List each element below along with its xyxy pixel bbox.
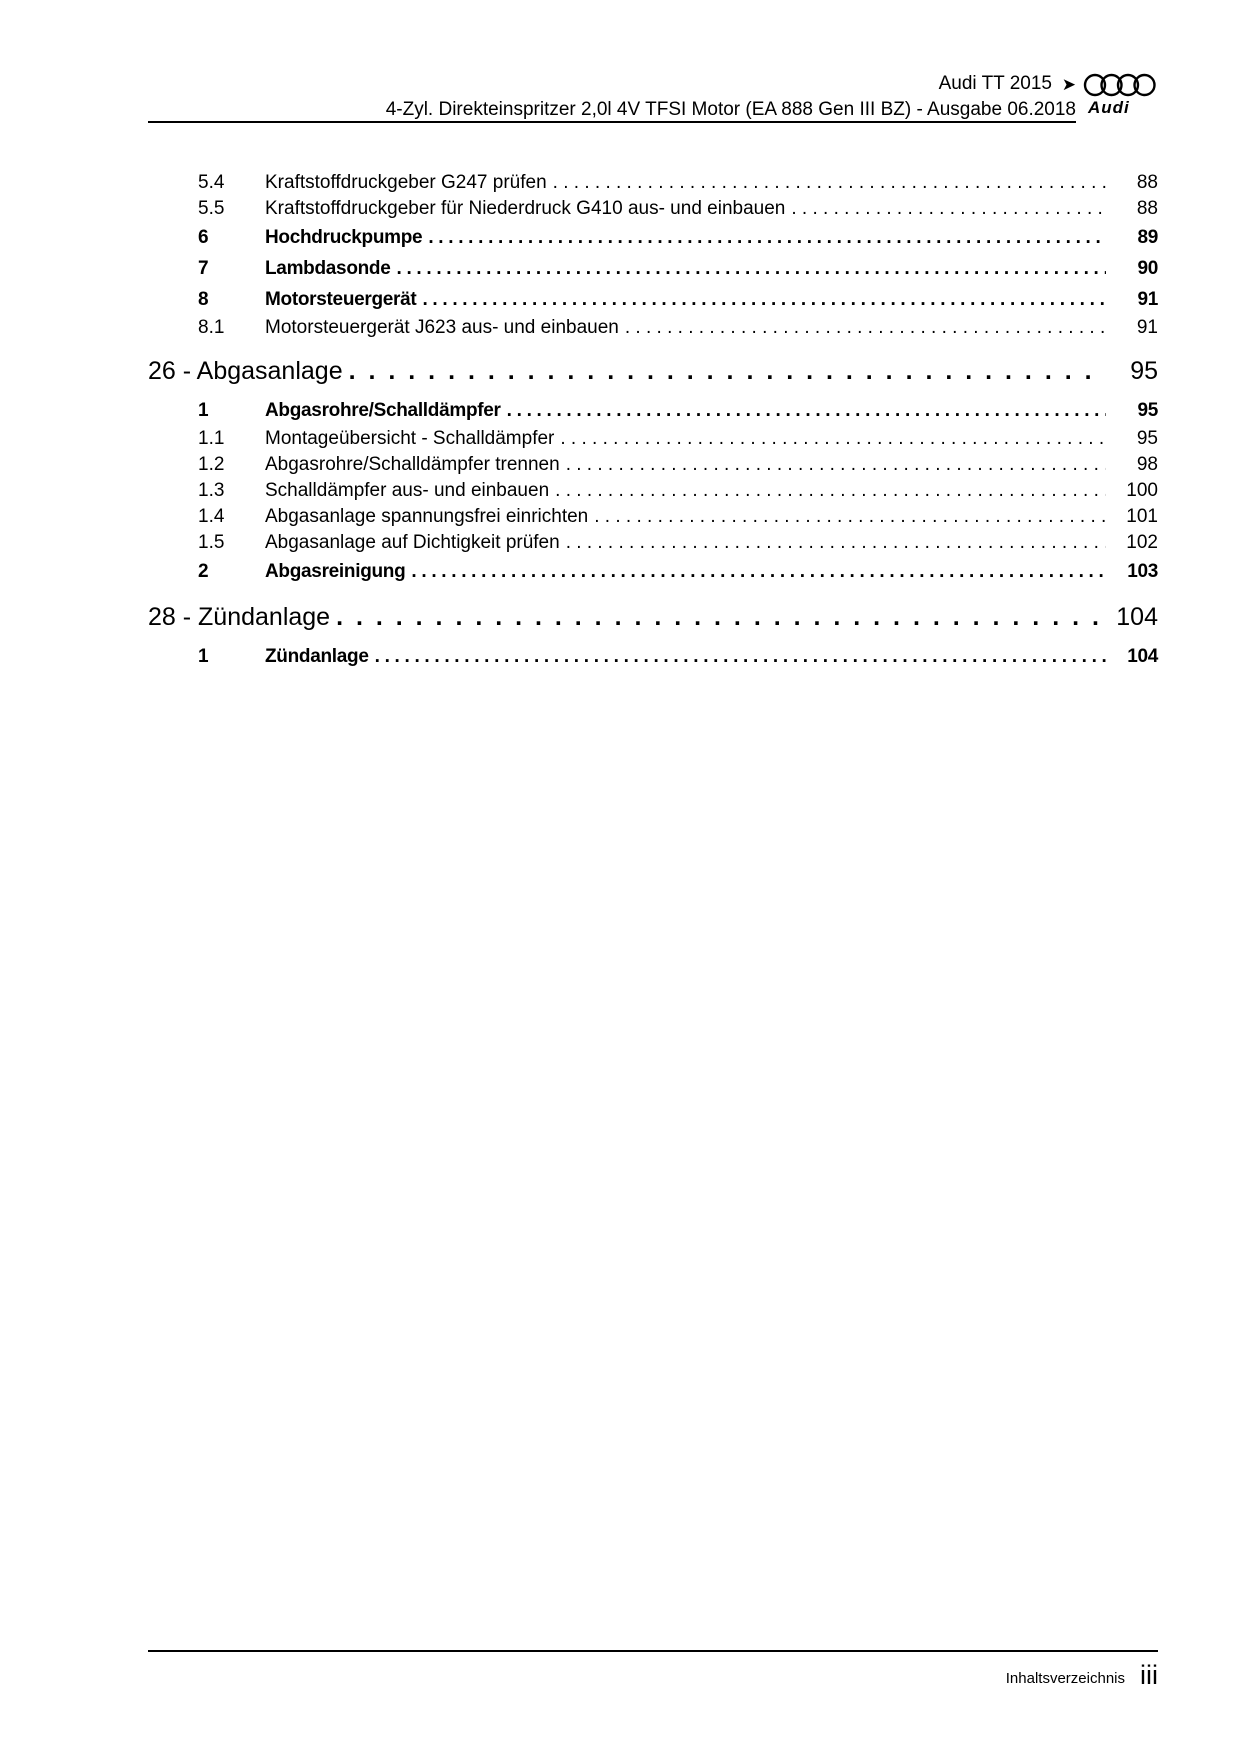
audi-wordmark: Audi	[1088, 98, 1130, 117]
header-divider	[148, 121, 1076, 123]
toc-section[interactable]: 8 Motorsteuergerät . . . 91	[148, 284, 1158, 315]
page-number: iii	[1140, 1660, 1158, 1690]
toc-section[interactable]: 2 Abgasreinigung . . . 103	[148, 556, 1158, 587]
toc-section[interactable]: 6 Hochdruckpumpe . . . 89	[148, 222, 1158, 253]
toc-entry[interactable]: 5.4 Kraftstoffdruckgeber G247 prüfen . . . 88	[148, 170, 1158, 196]
audi-logo	[1082, 72, 1158, 124]
table-of-contents	[148, 170, 1158, 672]
toc-entry[interactable]: 1.2 Abgasrohre/Schalldämpfer trennen . . . 98	[148, 452, 1158, 478]
vehicle-title: Audi TT 2015	[938, 73, 1052, 94]
toc-entry[interactable]: 1.4 Abgasanlage spannungsfrei einrichten . . . 101	[148, 504, 1158, 530]
toc-entry[interactable]: 5.5 Kraftstoffdruckgeber für Niederdruck G410 aus- und einbauen . . . 88	[148, 196, 1158, 222]
manual-subtitle: 4-Zyl. Direkteinspritzer 2,0l 4V TFSI Motor (EA 888 Gen III BZ) - Ausgabe 06.2018	[385, 99, 1076, 120]
toc-section[interactable]: 1 Zündanlage . . . 104	[148, 641, 1158, 672]
toc-entry[interactable]: 1.5 Abgasanlage auf Dichtigkeit prüfen . . . 102	[148, 530, 1158, 556]
toc-section[interactable]: 7 Lambdasonde . . . 90	[148, 253, 1158, 284]
toc-chapter[interactable]: 28 - Zündanlage . . . 104	[148, 593, 1158, 641]
toc-entry[interactable]: 1.3 Schalldämpfer aus- und einbauen . . . 100	[148, 478, 1158, 504]
page-header	[148, 70, 1158, 126]
toc-chapter[interactable]: 26 - Abgasanlage . . . 95	[148, 347, 1158, 395]
toc-entry[interactable]: 1.1 Montageübersicht - Schalldämpfer . . . 95	[148, 426, 1158, 452]
arrow-icon: ➤	[1061, 75, 1076, 94]
audi-rings-icon	[1082, 72, 1158, 98]
footer-section-label: Inhaltsverzeichnis	[1005, 1670, 1125, 1687]
toc-section[interactable]: 1 Abgasrohre/Schalldämpfer . . . 95	[148, 395, 1158, 426]
footer-divider	[148, 1650, 1158, 1652]
toc-entry[interactable]: 8.1 Motorsteuergerät J623 aus- und einbauen . . . 91	[148, 315, 1158, 341]
